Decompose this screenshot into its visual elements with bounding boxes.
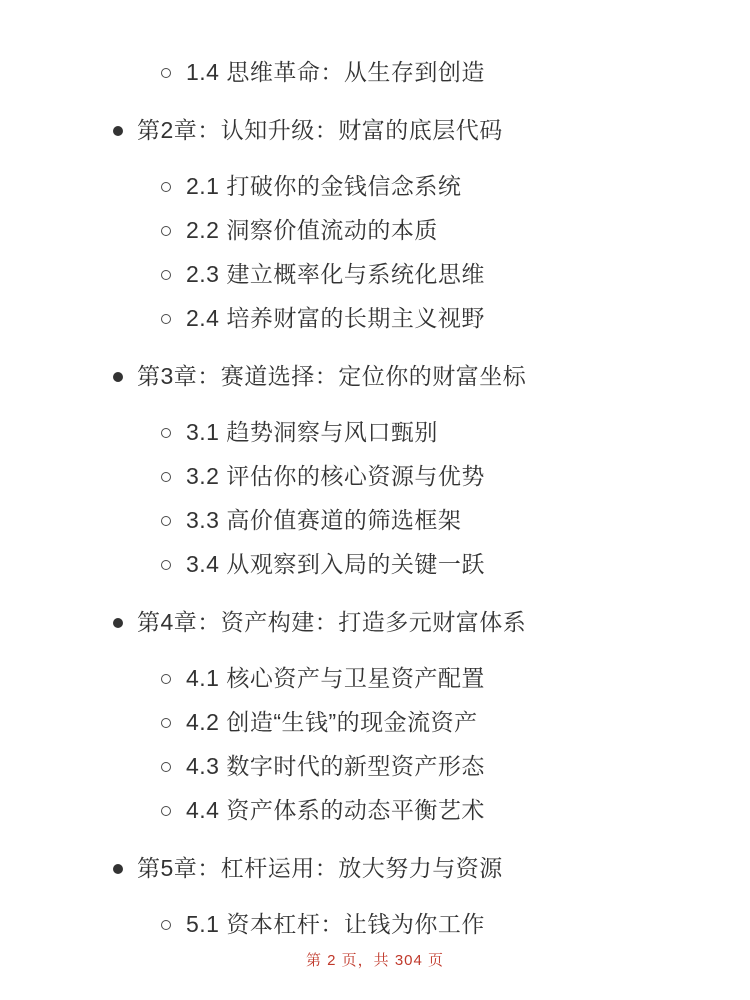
toc-item-label: 第5章：杠杆运用：放大努力与资源 — [137, 854, 503, 881]
toc-item-label: 5.1 资本杠杆：让钱为你工作 — [186, 910, 485, 937]
toc-item-label: 4.2 创造“生钱”的现金流资产 — [186, 708, 478, 735]
hollow-bullet-icon — [161, 718, 171, 728]
toc-chapter-item — [0, 600, 750, 644]
toc-item-label: 2.2 洞察价值流动的本质 — [186, 216, 438, 243]
hollow-bullet-icon — [161, 226, 171, 236]
toc-section-item — [0, 700, 750, 744]
toc-item-label: 4.3 数字时代的新型资产形态 — [186, 752, 485, 779]
filled-bullet-icon — [113, 372, 123, 382]
toc-section-item — [0, 208, 750, 252]
toc-item-label: 4.1 核心资产与卫星资产配置 — [186, 664, 485, 691]
toc-section-item — [0, 454, 750, 498]
hollow-bullet-icon — [161, 68, 171, 78]
toc-chapter-item — [0, 846, 750, 890]
toc-section-item — [0, 542, 750, 586]
toc-item-label: 2.4 培养财富的长期主义视野 — [186, 304, 485, 331]
hollow-bullet-icon — [161, 806, 171, 816]
toc-chapter-item — [0, 354, 750, 398]
page-number-footer: 第 2 页，共 304 页 — [305, 952, 445, 969]
hollow-bullet-icon — [161, 182, 171, 192]
toc-chapter-item — [0, 108, 750, 152]
hollow-bullet-icon — [161, 428, 171, 438]
hollow-bullet-icon — [161, 314, 171, 324]
toc-item-label: 3.3 高价值赛道的筛选框架 — [186, 506, 462, 533]
toc-item-label: 1.4 思维革命：从生存到创造 — [186, 58, 485, 85]
toc-section-item — [0, 296, 750, 340]
filled-bullet-icon — [113, 618, 123, 628]
toc-section-item — [0, 498, 750, 542]
toc-item-label: 4.4 资产体系的动态平衡艺术 — [186, 796, 485, 823]
hollow-bullet-icon — [161, 560, 171, 570]
hollow-bullet-icon — [161, 472, 171, 482]
toc-item-label: 第4章：资产构建：打造多元财富体系 — [137, 608, 527, 635]
toc-item-label: 3.2 评估你的核心资源与优势 — [186, 462, 485, 489]
toc-item-label: 2.3 建立概率化与系统化思维 — [186, 260, 485, 287]
toc-item-label: 2.1 打破你的金钱信念系统 — [186, 172, 462, 199]
hollow-bullet-icon — [161, 762, 171, 772]
hollow-bullet-icon — [161, 516, 171, 526]
toc-section-item — [0, 164, 750, 208]
toc-item-label: 3.1 趋势洞察与风口甄别 — [186, 418, 438, 445]
hollow-bullet-icon — [161, 270, 171, 280]
toc-section-item — [0, 50, 750, 94]
toc-item-label: 第2章：认知升级：财富的底层代码 — [137, 116, 503, 143]
toc-section-item — [0, 902, 750, 946]
toc-section-item — [0, 410, 750, 454]
hollow-bullet-icon — [161, 920, 171, 930]
toc-item-label: 第3章：赛道选择：定位你的财富坐标 — [137, 362, 527, 389]
toc-list — [0, 50, 750, 946]
toc-section-item — [0, 788, 750, 832]
filled-bullet-icon — [113, 126, 123, 136]
toc-section-item — [0, 744, 750, 788]
toc-item-label: 3.4 从观察到入局的关键一跃 — [186, 550, 485, 577]
hollow-bullet-icon — [161, 674, 171, 684]
toc-section-item — [0, 656, 750, 700]
filled-bullet-icon — [113, 864, 123, 874]
toc-section-item — [0, 252, 750, 296]
